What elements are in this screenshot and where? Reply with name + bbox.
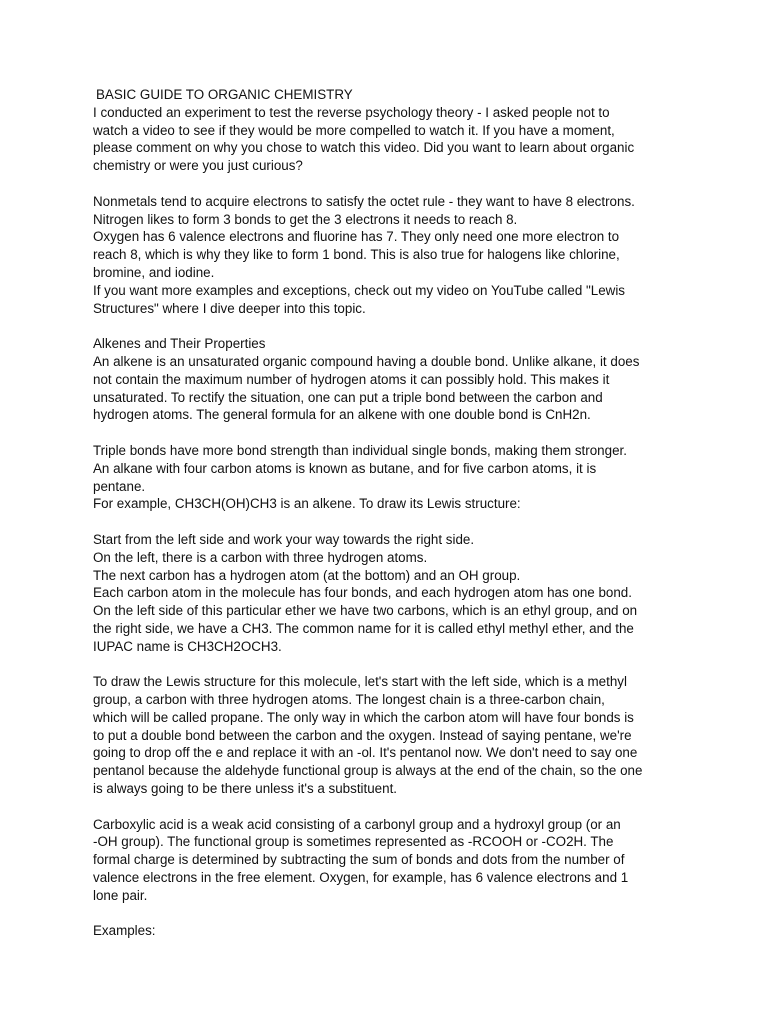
text-line: IUPAC name is CH3CH2OCH3. (93, 638, 282, 654)
text-line: reach 8, which is why they like to form 1 bond. This is also true for halogens like chlorine, (93, 247, 620, 263)
section-heading-alkenes: Alkenes and Their Properties (93, 336, 266, 352)
text-line: Each carbon atom in the molecule has four bonds, and each hydrogen atom has one bond. (93, 585, 632, 601)
text-line: please comment on why you chose to watch this video. Did you want to learn about organic (93, 140, 635, 156)
examples-label: Examples: (93, 923, 156, 939)
paragraph-gap (93, 317, 683, 335)
paragraph-lewis-steps (93, 531, 683, 656)
text-line: unsaturated. To rectify the situation, one can put a triple bond between the carbon and (93, 389, 603, 405)
paragraph-gap (93, 175, 683, 193)
text-line: To draw the Lewis structure for this molecule, let's start with the left side, which is a methyl (93, 674, 627, 690)
text-line: is always going to be there unless it's a substituent. (93, 781, 398, 797)
text-line: I conducted an experiment to test the reverse psychology theory - I asked people not to (93, 104, 610, 120)
text-line: An alkene is an unsaturated organic compound having a double bond. Unlike alkane, it does (93, 353, 640, 369)
paragraph-triple-bonds (93, 442, 683, 513)
text-line: -OH group). The functional group is sometimes represented as -RCOOH or -CO2H. The (93, 834, 614, 850)
text-line: Structures" where I dive deeper into this topic. (93, 300, 366, 316)
text-line: hydrogen atoms. The general formula for an alkene with one double bond is CnH2n. (93, 407, 591, 423)
text-line: On the left, there is a carbon with three hydrogen atoms. (93, 549, 428, 565)
text-line: formal charge is determined by subtracting the sum of bonds and dots from the number of (93, 852, 625, 868)
text-line: chemistry or were you just curious? (93, 158, 303, 174)
text-line: Carboxylic acid is a weak acid consisting of a carbonyl group and a hydroxyl group (or an (93, 816, 621, 832)
paragraph-gap (93, 424, 683, 442)
paragraph-gap (93, 513, 683, 531)
text-line: to put a double bond between the carbon and the oxygen. Instead of saying pentane, we're (93, 727, 632, 743)
text-line: bromine, and iodine. (93, 264, 215, 280)
text-line: An alkane with four carbon atoms is known as butane, and for five carbon atoms, it is (93, 460, 597, 476)
text-line: the right side, we have a CH3. The common name for it is called ethyl methyl ether, and the (93, 620, 634, 636)
text-line: watch a video to see if they would be more compelled to watch it. If you have a moment, (93, 122, 615, 138)
text-line: pentane. (93, 478, 146, 494)
text-line: pentanol because the aldehyde functional group is always at the end of the chain, so the one (93, 763, 643, 779)
paragraph-gap (93, 905, 683, 923)
text-line: group, a carbon with three hydrogen atoms. The longest chain is a three-carbon chain, (93, 692, 605, 708)
text-line: Start from the left side and work your way towards the right side. (93, 531, 475, 547)
paragraph-octet-rule (93, 193, 683, 318)
document-title: BASIC GUIDE TO ORGANIC CHEMISTRY (96, 87, 353, 102)
paragraph-carboxylic-acid (93, 816, 683, 905)
paragraph-alkenes (93, 353, 683, 424)
paragraph-propane (93, 673, 683, 798)
text-line: The next carbon has a hydrogen atom (at the bottom) and an OH group. (93, 567, 521, 583)
paragraph-intro (93, 104, 683, 175)
text-line: going to drop off the e and replace it with an -ol. It's pentanol now. We don't need to say one (93, 745, 638, 761)
text-line: which will be called propane. The only way in which the carbon atom will have four bonds is (93, 709, 634, 725)
text-line: Oxygen has 6 valence electrons and fluorine has 7. They only need one more electron to (93, 229, 620, 245)
text-line: On the left side of this particular ether we have two carbons, which is an ethyl group, and on (93, 603, 638, 619)
text-line: If you want more examples and exceptions, check out my video on YouTube called "Lewis (93, 282, 626, 298)
text-line: lone pair. (93, 887, 148, 903)
text-line: Nonmetals tend to acquire electrons to satisfy the octet rule - they want to have 8 electrons. (93, 193, 635, 209)
text-line: valence electrons in the free element. Oxygen, for example, has 6 valence electrons and 1 (93, 870, 629, 886)
text-line: not contain the maximum number of hydrogen atoms it can possibly hold. This makes it (93, 371, 610, 387)
text-line: Nitrogen likes to form 3 bonds to get the 3 electrons it needs to reach 8. (93, 211, 518, 227)
document-page (93, 86, 683, 940)
text-line: Triple bonds have more bond strength than individual single bonds, making them stronger. (93, 442, 627, 458)
text-line: For example, CH3CH(OH)CH3 is an alkene. To draw its Lewis structure: (93, 496, 521, 512)
paragraph-gap (93, 798, 683, 816)
paragraph-gap (93, 656, 683, 674)
